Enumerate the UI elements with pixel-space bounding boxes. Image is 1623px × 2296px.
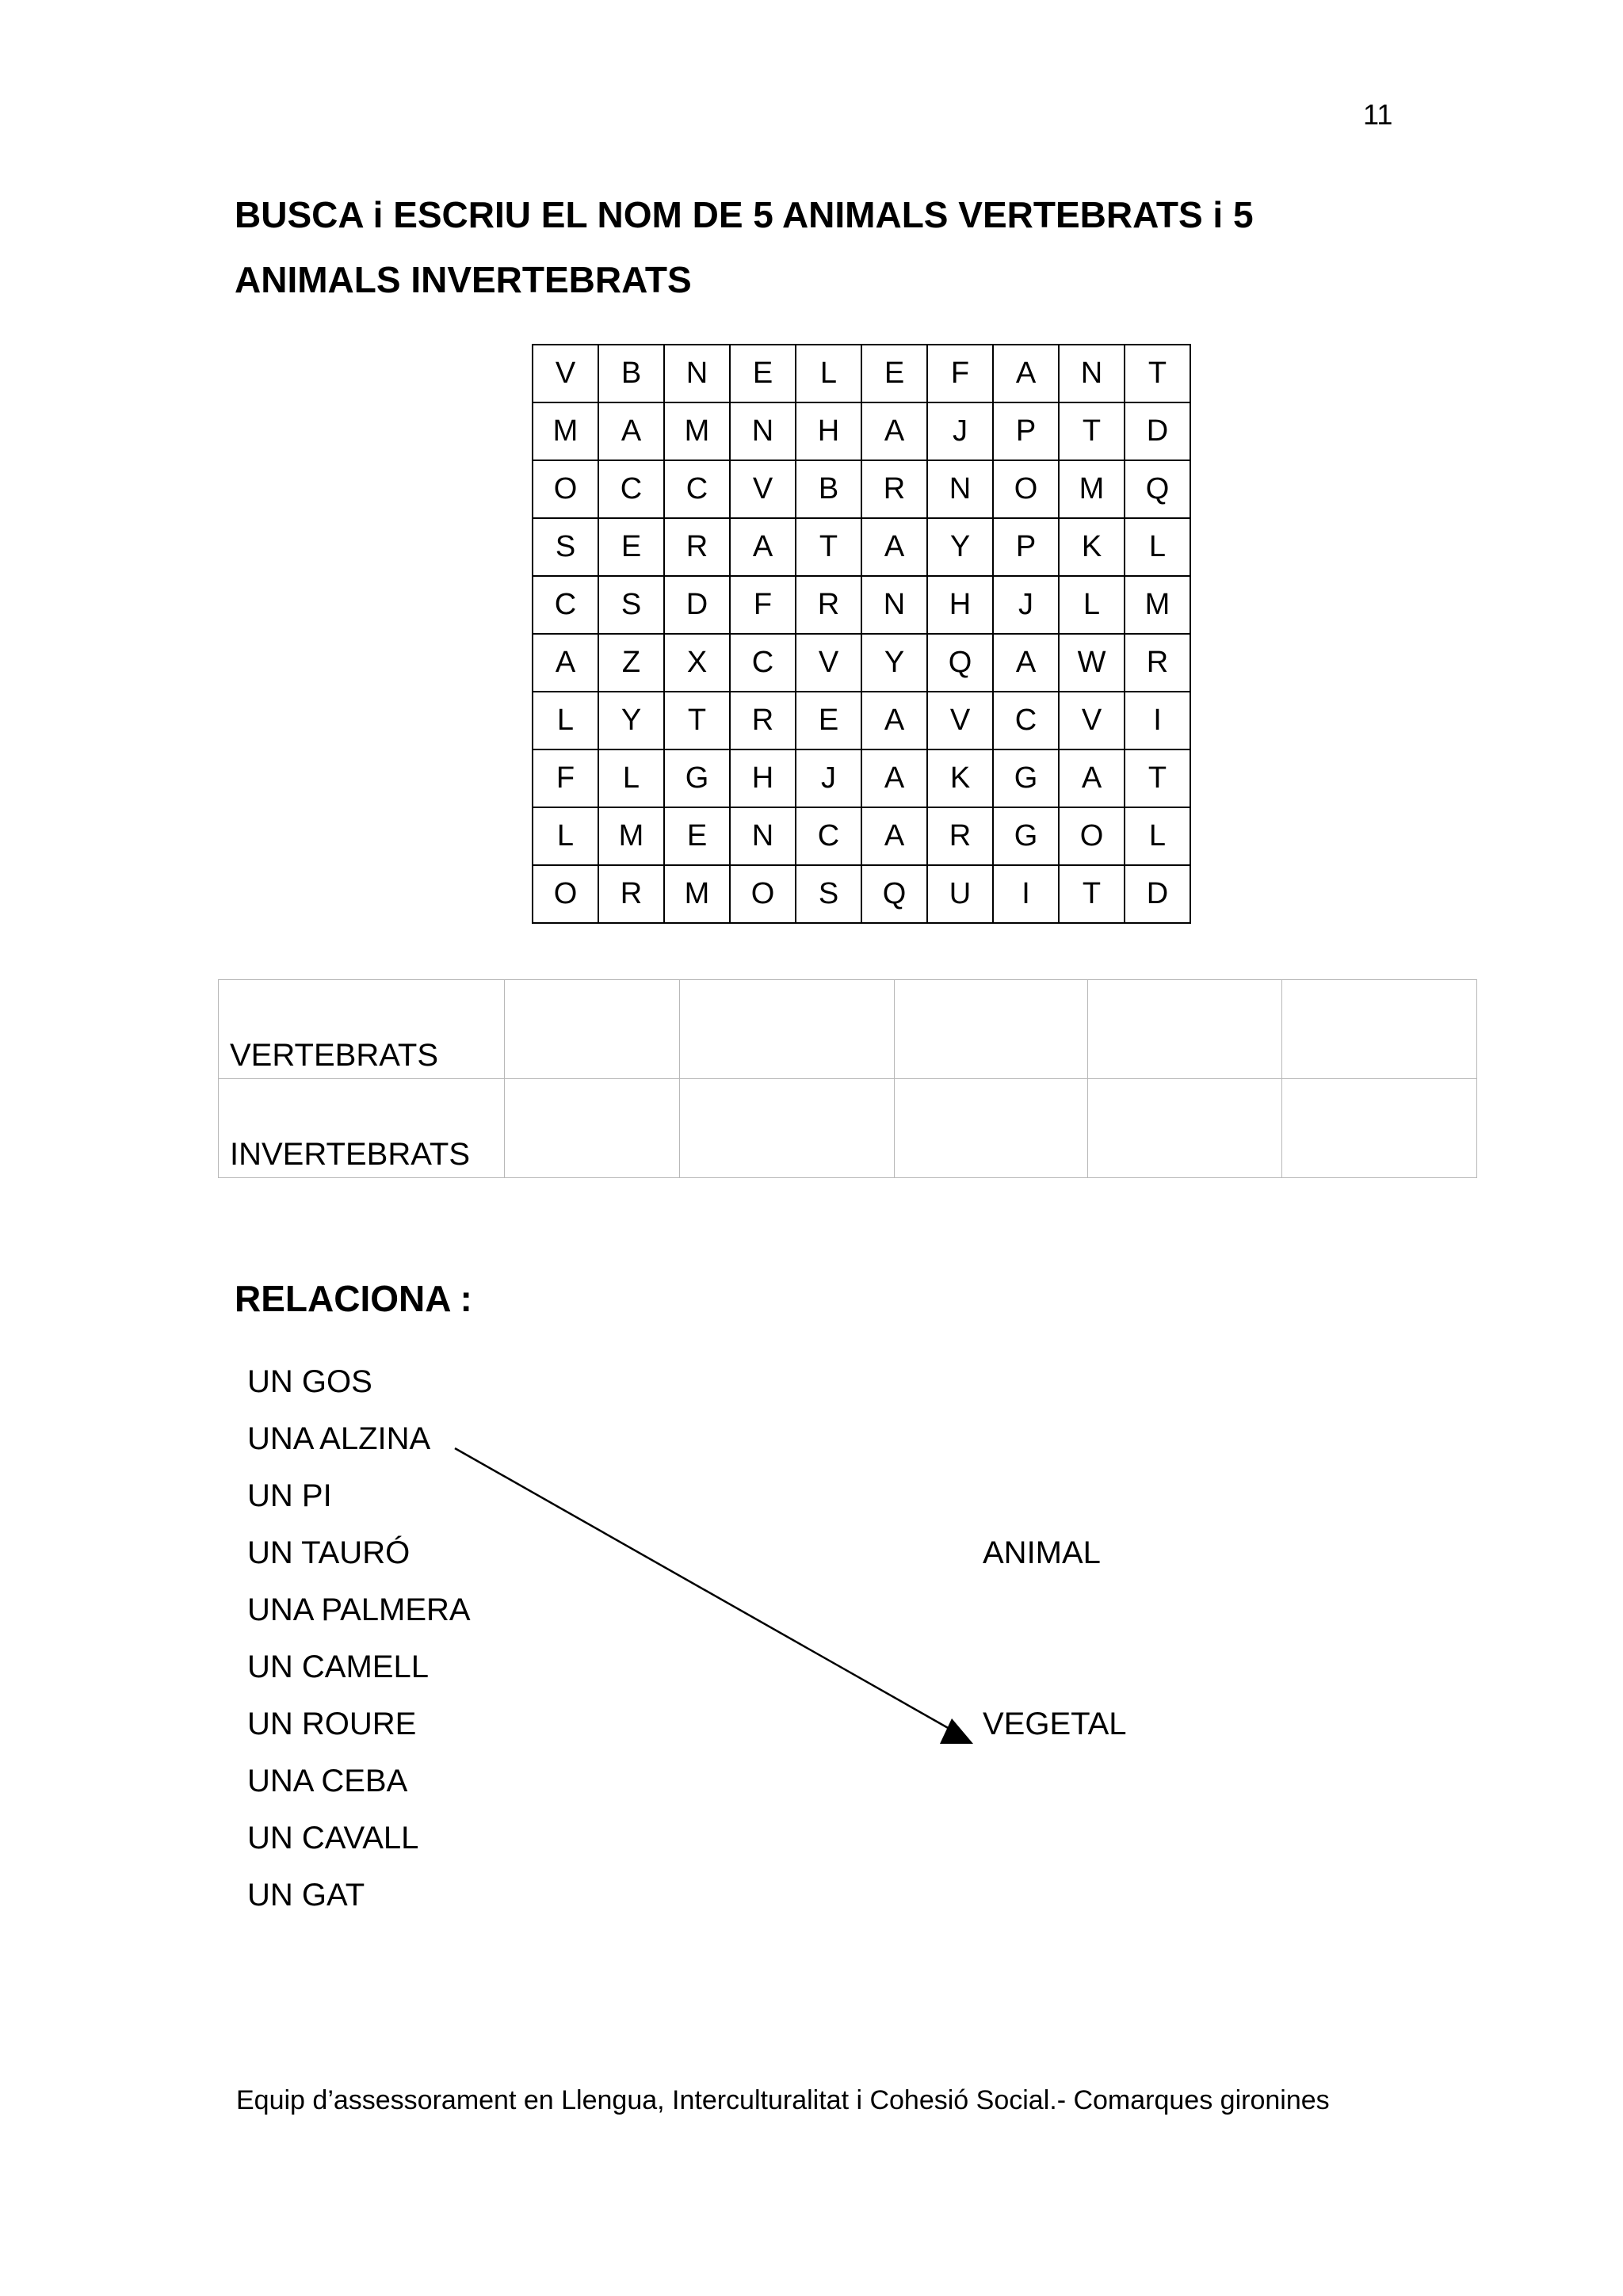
grid-cell[interactable]: Z: [598, 634, 664, 692]
relaciona-item[interactable]: UN GOS: [247, 1364, 372, 1399]
row-label: INVERTEBRATS: [219, 1079, 505, 1178]
grid-cell[interactable]: L: [598, 749, 664, 807]
grid-cell[interactable]: G: [993, 807, 1059, 865]
grid-cell[interactable]: C: [598, 460, 664, 518]
grid-cell[interactable]: A: [730, 518, 796, 576]
relaciona-item[interactable]: UN GAT: [247, 1878, 365, 1913]
grid-cell[interactable]: R: [796, 576, 861, 634]
grid-cell[interactable]: L: [533, 692, 598, 749]
grid-cell[interactable]: A: [861, 518, 927, 576]
grid-cell[interactable]: G: [993, 749, 1059, 807]
grid-cell[interactable]: A: [533, 634, 598, 692]
grid-cell[interactable]: A: [993, 345, 1059, 402]
arrow-head-icon: [940, 1718, 973, 1744]
grid-cell[interactable]: L: [796, 345, 861, 402]
grid-cell[interactable]: N: [927, 460, 993, 518]
grid-cell[interactable]: F: [533, 749, 598, 807]
grid-cell[interactable]: X: [664, 634, 730, 692]
grid-cell[interactable]: B: [598, 345, 664, 402]
grid-cell[interactable]: T: [796, 518, 861, 576]
grid-cell[interactable]: T: [1125, 749, 1190, 807]
page-number: 11: [1363, 98, 1393, 131]
relaciona-item[interactable]: UNA CEBA: [247, 1764, 408, 1798]
grid-cell[interactable]: N: [730, 402, 796, 460]
grid-cell[interactable]: L: [1125, 807, 1190, 865]
grid-cell[interactable]: A: [1059, 749, 1125, 807]
grid-cell[interactable]: N: [730, 807, 796, 865]
grid-cell[interactable]: W: [1059, 634, 1125, 692]
relaciona-item[interactable]: UN CAMELL: [247, 1650, 429, 1684]
grid-cell[interactable]: D: [664, 576, 730, 634]
grid-cell[interactable]: Y: [861, 634, 927, 692]
grid-cell[interactable]: A: [861, 692, 927, 749]
grid-cell[interactable]: M: [664, 402, 730, 460]
relaciona-item[interactable]: UNA ALZINA: [247, 1421, 431, 1456]
grid-cell[interactable]: N: [1059, 345, 1125, 402]
grid-cell[interactable]: T: [1059, 865, 1125, 923]
grid-cell[interactable]: O: [993, 460, 1059, 518]
relaciona-item[interactable]: UNA PALMERA: [247, 1592, 471, 1627]
grid-cell[interactable]: R: [598, 865, 664, 923]
grid-cell[interactable]: H: [796, 402, 861, 460]
grid-cell[interactable]: C: [796, 807, 861, 865]
grid-cell[interactable]: G: [664, 749, 730, 807]
grid-cell[interactable]: E: [730, 345, 796, 402]
grid-cell[interactable]: R: [664, 518, 730, 576]
grid-cell[interactable]: R: [861, 460, 927, 518]
grid-cell[interactable]: J: [796, 749, 861, 807]
arrow-line: [455, 1448, 949, 1729]
grid-cell[interactable]: A: [598, 402, 664, 460]
page-footer: Equip d’assessorament en Llengua, Interculturalitat i Cohesió Social.- Comarques gironines: [236, 2085, 1330, 2115]
grid-cell[interactable]: A: [993, 634, 1059, 692]
grid-cell[interactable]: L: [533, 807, 598, 865]
grid-cell[interactable]: J: [993, 576, 1059, 634]
grid-cell[interactable]: T: [664, 692, 730, 749]
grid-cell[interactable]: V: [796, 634, 861, 692]
grid-cell[interactable]: M: [533, 402, 598, 460]
grid-cell[interactable]: Q: [861, 865, 927, 923]
grid-cell[interactable]: H: [730, 749, 796, 807]
grid-cell[interactable]: M: [1125, 576, 1190, 634]
grid-cell[interactable]: C: [730, 634, 796, 692]
relaciona-item[interactable]: UN TAURÓ: [247, 1535, 411, 1570]
grid-cell[interactable]: O: [1059, 807, 1125, 865]
grid-cell[interactable]: Y: [927, 518, 993, 576]
grid-cell[interactable]: E: [861, 345, 927, 402]
grid-cell[interactable]: H: [927, 576, 993, 634]
grid-cell[interactable]: N: [861, 576, 927, 634]
grid-cell[interactable]: O: [533, 865, 598, 923]
grid-cell[interactable]: D: [1125, 865, 1190, 923]
grid-cell[interactable]: L: [1059, 576, 1125, 634]
grid-cell[interactable]: U: [927, 865, 993, 923]
grid-cell[interactable]: O: [730, 865, 796, 923]
grid-cell[interactable]: F: [927, 345, 993, 402]
grid-cell[interactable]: J: [927, 402, 993, 460]
grid-cell[interactable]: V: [927, 692, 993, 749]
grid-cell[interactable]: T: [1059, 402, 1125, 460]
grid-cell[interactable]: K: [927, 749, 993, 807]
grid-cell[interactable]: S: [533, 518, 598, 576]
grid-cell[interactable]: E: [664, 807, 730, 865]
grid-cell[interactable]: V: [1059, 692, 1125, 749]
exercise-title-line-1: BUSCA i ESCRIU EL NOM DE 5 ANIMALS VERTEBRATS i 5: [235, 194, 1254, 235]
exercise-title-line-2: ANIMALS INVERTEBRATS: [235, 259, 692, 300]
grid-cell[interactable]: V: [730, 460, 796, 518]
grid-cell[interactable]: B: [796, 460, 861, 518]
grid-cell[interactable]: A: [861, 807, 927, 865]
grid-cell[interactable]: I: [993, 865, 1059, 923]
category-vegetal[interactable]: VEGETAL: [983, 1707, 1127, 1741]
grid-cell[interactable]: R: [927, 807, 993, 865]
relaciona-heading: RELACIONA :: [235, 1278, 472, 1319]
grid-cell[interactable]: K: [1059, 518, 1125, 576]
grid-cell[interactable]: P: [993, 402, 1059, 460]
grid-cell[interactable]: R: [730, 692, 796, 749]
row-label: VERTEBRATS: [219, 980, 505, 1079]
relaciona-item[interactable]: UN ROURE: [247, 1707, 417, 1741]
grid-cell[interactable]: A: [861, 402, 927, 460]
grid-cell[interactable]: Q: [927, 634, 993, 692]
grid-cell[interactable]: E: [796, 692, 861, 749]
grid-cell[interactable]: E: [598, 518, 664, 576]
grid-cell[interactable]: M: [1059, 460, 1125, 518]
grid-cell[interactable]: L: [1125, 518, 1190, 576]
grid-cell[interactable]: A: [861, 749, 927, 807]
grid-cell[interactable]: M: [664, 865, 730, 923]
grid-cell[interactable]: N: [664, 345, 730, 402]
grid-cell[interactable]: F: [730, 576, 796, 634]
grid-cell[interactable]: I: [1125, 692, 1190, 749]
grid-cell[interactable]: Y: [598, 692, 664, 749]
grid-cell[interactable]: C: [533, 576, 598, 634]
relaciona-item[interactable]: UN CAVALL: [247, 1821, 419, 1855]
grid-cell[interactable]: C: [664, 460, 730, 518]
grid-cell[interactable]: P: [993, 518, 1059, 576]
grid-cell[interactable]: S: [796, 865, 861, 923]
grid-cell[interactable]: T: [1125, 345, 1190, 402]
relaciona-item[interactable]: UN PI: [247, 1478, 332, 1513]
grid-cell[interactable]: C: [993, 692, 1059, 749]
grid-cell[interactable]: R: [1125, 634, 1190, 692]
grid-cell[interactable]: V: [533, 345, 598, 402]
grid-cell[interactable]: Q: [1125, 460, 1190, 518]
grid-cell[interactable]: S: [598, 576, 664, 634]
grid-cell[interactable]: D: [1125, 402, 1190, 460]
grid-cell[interactable]: M: [598, 807, 664, 865]
grid-cell[interactable]: O: [533, 460, 598, 518]
category-animal[interactable]: ANIMAL: [983, 1535, 1101, 1570]
